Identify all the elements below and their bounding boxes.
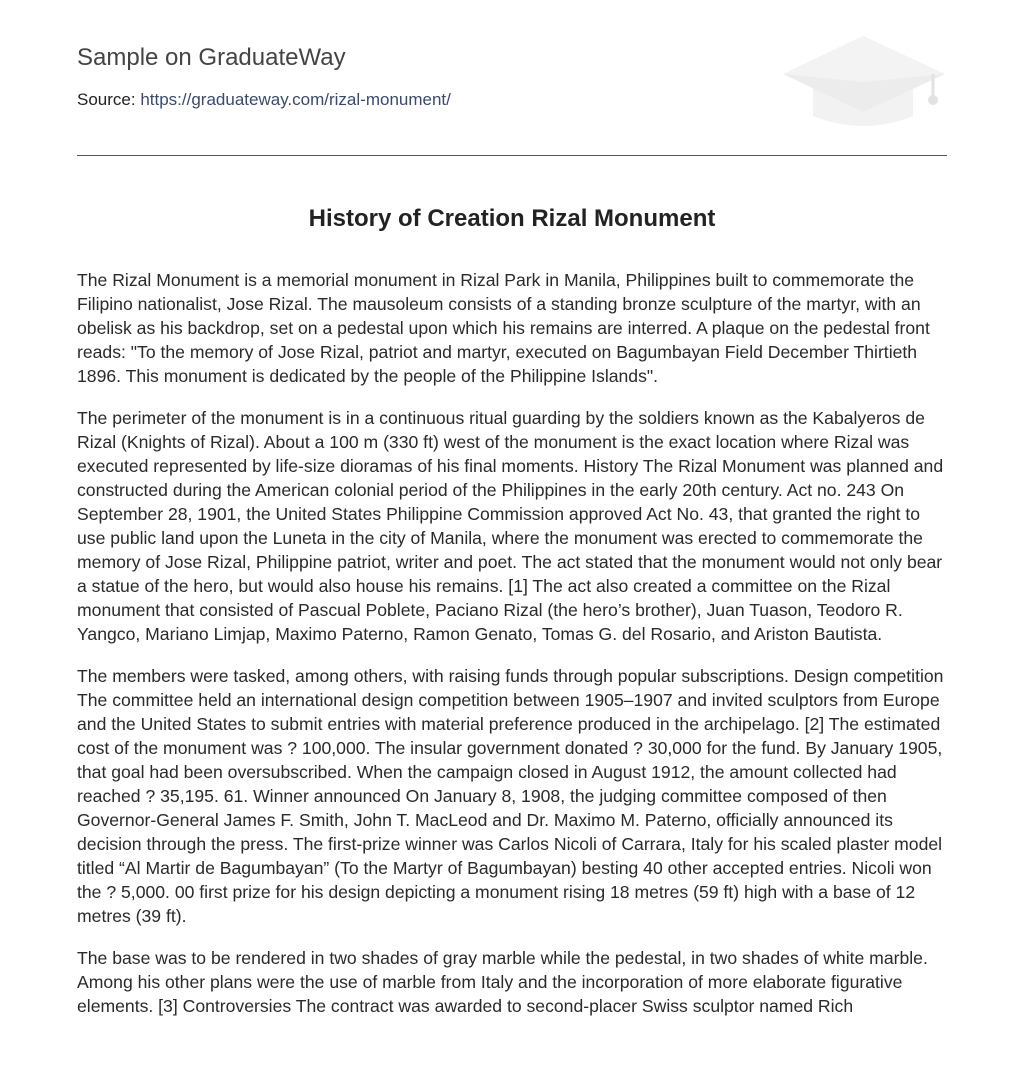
source-link[interactable]: https://graduateway.com/rizal-monument/ xyxy=(140,90,451,109)
header-divider xyxy=(77,155,947,156)
article-body xyxy=(77,268,951,1036)
paragraph: The members were tasked, among others, with raising funds through popular subscriptions. Design competition The committee held an international design competition between 1905–1907 and invited sculptors from Europe and the United States to submit entries with material preference produced in the archipelago. [2] The estimated cost of the monument was ? 100,000. The insular government donated ? 30,000 for the fund. By January 1905, that goal had been oversubscribed. When the campaign closed in August 1912, the amount collected had reached ? 35,195. 61. Winner announced On January 8, 1908, the judging committee composed of then Governor-General James F. Smith, John T. MacLeod and Dr. Maximo M. Paterno, officially announced its decision through the press. The first-prize winner was Carlos Nicoli of Carrara, Italy for his scaled plaster model titled “Al Martir de Bagumbayan” (To the Martyr of Bagumbayan) besting 40 other accepted entries. Nicoli won the ? 5,000. 00 first prize for his design depicting a monument rising 18 metres (59 ft) high with a base of 12 metres (39 ft). xyxy=(77,666,944,926)
paragraph: The base was to be rendered in two shades of gray marble while the pedestal, in two shades of white marble. Among his other plans were the use of marble from Italy and the incorporation of more elaborate figurative elements. [3] Controversies The contract was awarded to second-placer Swiss sculptor named Rich xyxy=(77,948,928,1016)
graduation-cap-icon xyxy=(781,32,947,132)
paragraph: The perimeter of the monument is in a continuous ritual guarding by the soldiers known as the Kabalyeros de Rizal (Knights of Rizal). About a 100 m (330 ft) west of the monument is the exact location where Rizal was executed represented by life-size dioramas of his final moments. History The Rizal Monument was planned and constructed during the American colonial period of the Philippines in the early 20th century. Act no. 243 On September 28, 1901, the United States Philippine Commission approved Act No. 43, that granted the right to use public land upon the Luneta in the city of Manila, where the monument was erected to commemorate the memory of Jose Rizal, Philippine patriot, writer and poet. The act stated that the monument would not only bear a statue of the hero, but would also house his remains. [1] The act also created a committee on the Rizal monument that consisted of Pascual Poblete, Paciano Rizal (the hero’s brother), Juan Tuason, Teodoro R. Yangco, Mariano Limjap, Maximo Paterno, Ramon Genato, Tomas G. del Rosario, and Ariston Bautista. xyxy=(77,408,944,644)
site-title: Sample on GraduateWay xyxy=(77,44,346,71)
source-line xyxy=(77,90,451,110)
document-title: History of Creation Rizal Monument xyxy=(308,205,716,232)
paragraph: The Rizal Monument is a memorial monument in Rizal Park in Manila, Philippines built to commemorate the Filipino nationalist, Jose Rizal. The mausoleum consists of a standing bronze sculpture of the martyr, with an obelisk as his backdrop, set on a pedestal upon which his remains are interred. A plaque on the pedestal front reads: "To the memory of Jose Rizal, patriot and martyr, executed on Bagumbayan Field December Thirtieth 1896. This monument is dedicated by the people of the Philippine Islands". xyxy=(77,270,930,386)
source-label: Source: xyxy=(77,90,136,109)
page-header xyxy=(77,40,947,156)
